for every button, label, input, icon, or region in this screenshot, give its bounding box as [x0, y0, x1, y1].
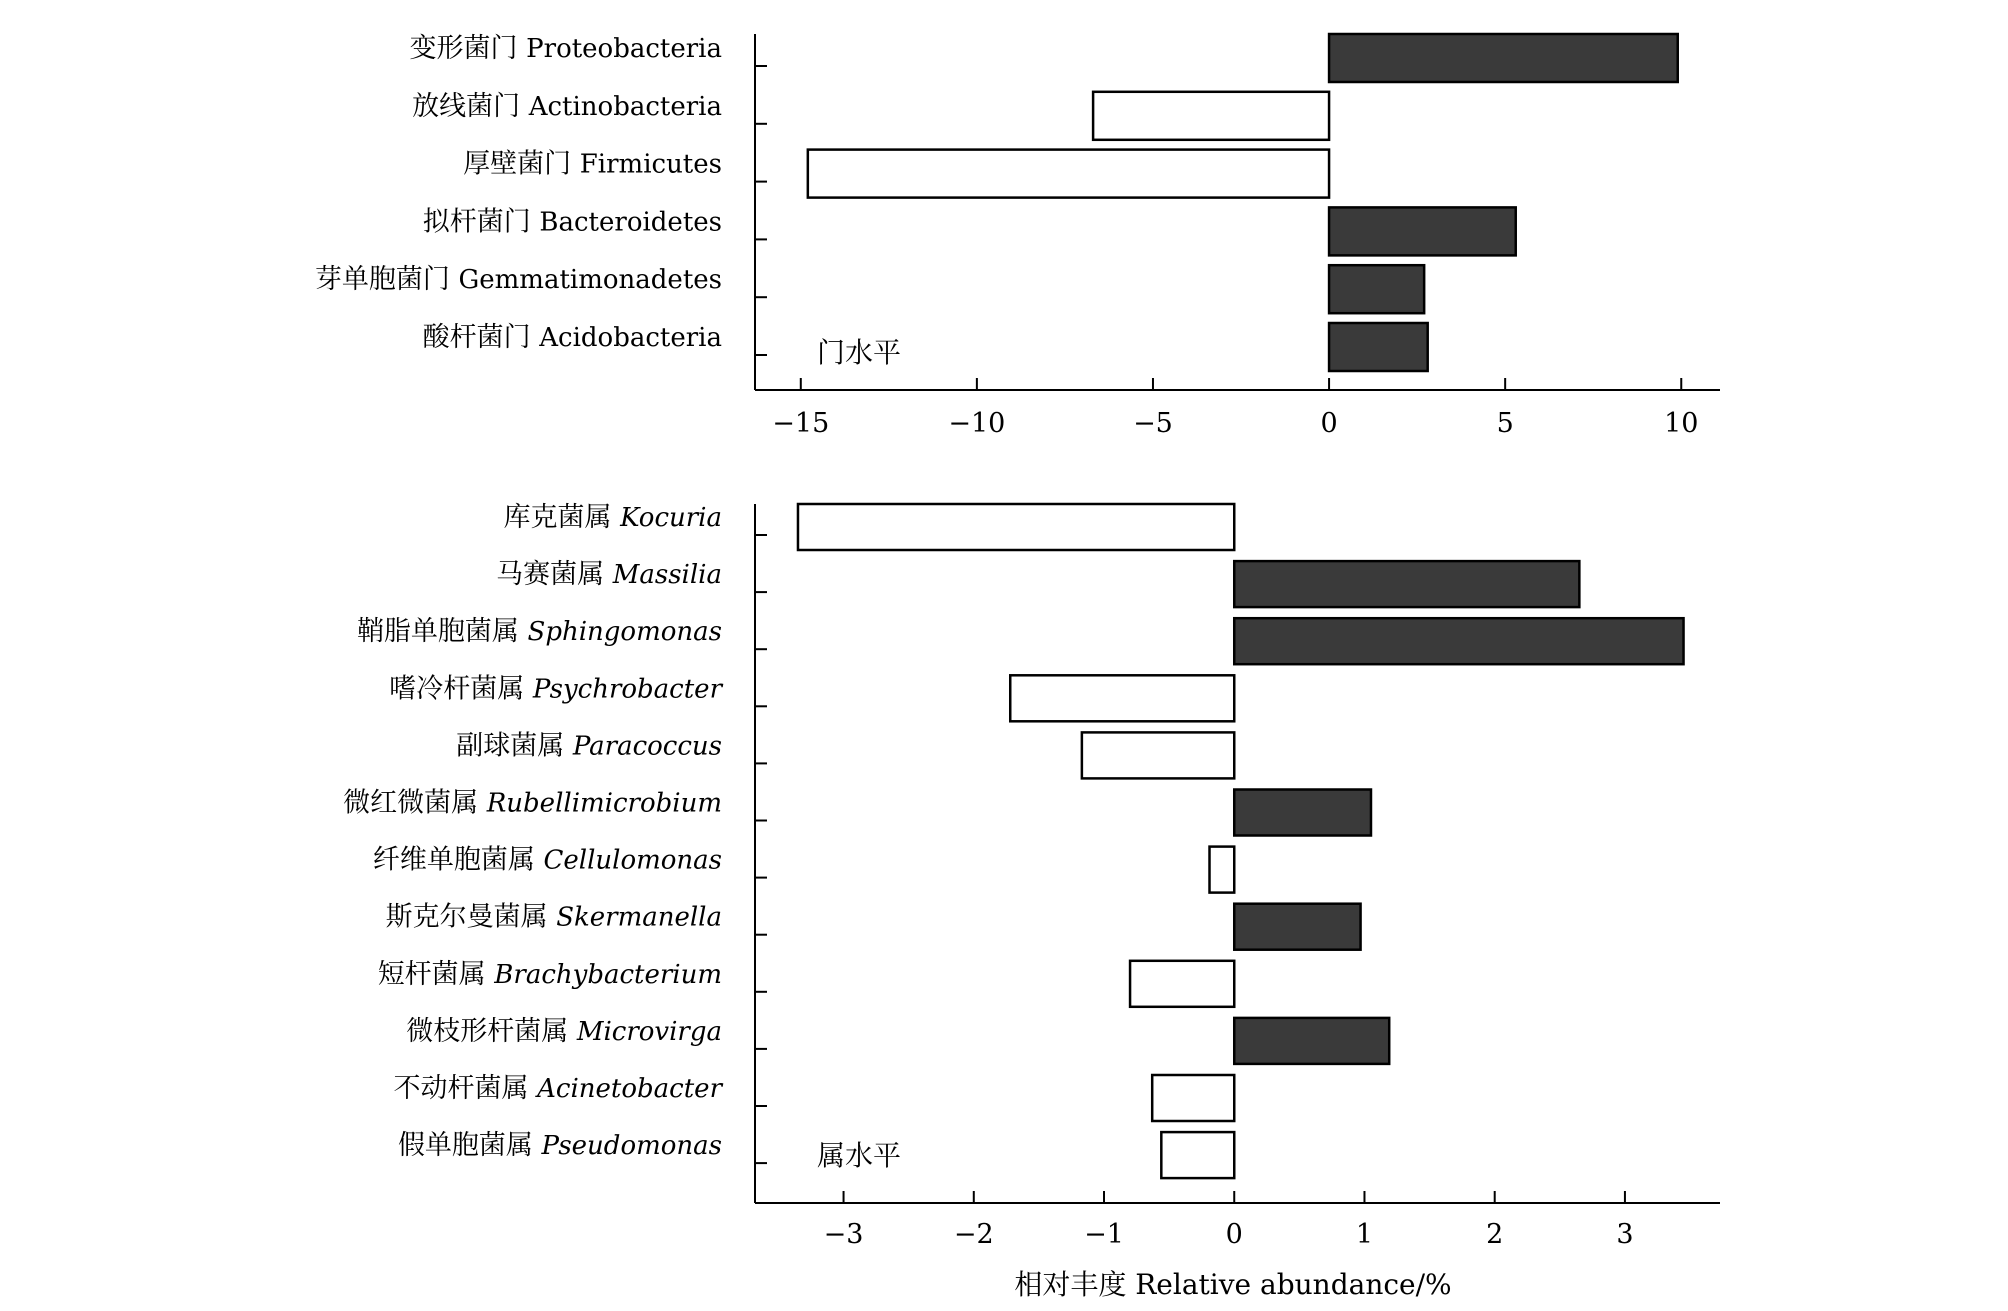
category-chinese-name: 库克菌属: [503, 502, 621, 533]
x-axis-title: 相对丰度 Relative abundance/%: [1014, 1268, 1452, 1301]
bar-positive: [1329, 34, 1678, 82]
category-label: [412, 91, 722, 122]
category-label: [503, 502, 722, 533]
category-label: [463, 149, 722, 180]
x-tick-label: 3: [1616, 1219, 1634, 1250]
x-tick-label: 0: [1320, 408, 1338, 439]
category-chinese-name: 变形菌门: [409, 33, 527, 64]
bars: [798, 504, 1684, 1178]
category-label: [386, 902, 722, 933]
category-chinese-name: 拟杆菌门: [422, 206, 540, 238]
x-tick-label: −5: [1133, 408, 1173, 439]
bar-positive: [1329, 323, 1428, 371]
category-latin-name: Actinobacteria: [528, 91, 722, 122]
category-label: [496, 559, 722, 590]
category-label: [343, 788, 722, 819]
category-label: [315, 264, 722, 295]
category-latin-name: Pseudomonas: [541, 1131, 722, 1162]
bar-negative: [798, 504, 1234, 550]
category-latin-name: Gemmatimonadetes: [458, 265, 722, 296]
x-tick-label: −3: [823, 1219, 864, 1250]
bar-negative: [1130, 961, 1234, 1007]
category-chinese-name: 微枝形杆菌属: [406, 1015, 577, 1047]
y-tick-marks: [755, 535, 767, 1163]
category-latin-name: Acinetobacter: [537, 1074, 722, 1104]
category-latin-name: Psychrobacter: [532, 674, 722, 705]
category-chinese-name: 鞘脂单胞菌属: [356, 616, 528, 648]
x-tick-label: −1: [1084, 1219, 1124, 1250]
category-label: [406, 1016, 722, 1047]
y-tick-marks: [755, 66, 767, 355]
x-tick-label: −15: [772, 408, 830, 439]
bar-positive: [1234, 561, 1579, 607]
category-chinese-name: 斯克尔曼菌属: [385, 901, 557, 933]
bar-negative: [1010, 675, 1234, 721]
x-ticks: [772, 378, 1698, 439]
category-chinese-name: 不动杆菌属: [393, 1073, 538, 1104]
category-label: [389, 673, 723, 704]
category-label: [394, 1073, 724, 1104]
category-latin-name: Acidobacteria: [539, 323, 722, 353]
category-label: [398, 1130, 722, 1161]
bar-negative: [1161, 1132, 1234, 1178]
category-chinese-name: 纤维单胞菌属: [372, 844, 544, 876]
category-latin-name: Bacteroidetes: [539, 207, 722, 238]
category-chinese-name: 嗜冷杆菌属: [389, 673, 533, 705]
category-latin-name: Massilia: [612, 560, 722, 591]
phylum-bar-chart: [315, 33, 1720, 439]
category-chinese-name: 厚壁菌门: [463, 148, 580, 180]
bar-negative: [808, 150, 1329, 198]
category-latin-name: Firmicutes: [579, 149, 722, 180]
bar-negative: [1093, 92, 1329, 140]
category-label: [357, 616, 722, 647]
category-label: [423, 206, 722, 237]
category-label: [423, 322, 722, 353]
x-tick-label: 5: [1496, 408, 1514, 439]
category-latin-name: Microvirga: [576, 1016, 722, 1047]
category-labels: [315, 33, 722, 353]
bar-positive: [1234, 904, 1360, 950]
category-chinese-name: 芽单胞菌门: [314, 264, 459, 296]
x-tick-label: 1: [1355, 1219, 1374, 1250]
category-latin-name: Cellulomonas: [543, 845, 722, 876]
category-latin-name: Proteobacteria: [526, 34, 722, 64]
x-ticks: [824, 1191, 1634, 1250]
bar-positive: [1234, 618, 1683, 664]
category-latin-name: Sphingomonas: [527, 617, 722, 648]
bar-positive: [1234, 1018, 1389, 1064]
category-chinese-name: 假单胞菌属: [397, 1130, 542, 1162]
category-latin-name: Kocuria: [620, 503, 722, 533]
category-label: [410, 33, 722, 64]
genus-bar-chart: [343, 502, 1720, 1301]
panel-level-label: 门水平: [817, 336, 902, 369]
category-chinese-name: 酸杆菌门: [422, 322, 540, 353]
category-latin-name: Skermanella: [556, 902, 722, 933]
category-latin-name: Rubellimicrobium: [486, 788, 722, 819]
x-tick-label: 10: [1664, 408, 1699, 439]
category-chinese-name: 马赛菌属: [496, 559, 613, 591]
category-chinese-name: 副球菌属: [456, 730, 573, 762]
x-tick-label: −10: [948, 408, 1006, 439]
x-tick-label: 0: [1225, 1219, 1243, 1250]
category-label: [456, 730, 722, 761]
x-tick-label: 2: [1486, 1219, 1504, 1250]
category-labels: [343, 502, 723, 1161]
bars: [808, 34, 1678, 371]
category-chinese-name: 微红微菌属: [343, 787, 487, 819]
bar-negative: [1082, 732, 1234, 778]
panel-level-label: 属水平: [817, 1139, 902, 1172]
category-chinese-name: 短杆菌属: [377, 958, 495, 990]
bar-negative: [1152, 1075, 1234, 1121]
bar-positive: [1234, 790, 1371, 836]
bar-positive: [1329, 207, 1516, 255]
category-label: [378, 959, 722, 990]
bar-negative: [1210, 847, 1235, 893]
category-chinese-name: 放线菌门: [412, 90, 529, 122]
category-latin-name: Paracoccus: [572, 731, 722, 762]
category-label: [373, 845, 722, 876]
bar-positive: [1329, 265, 1424, 313]
category-latin-name: Brachybacterium: [494, 959, 722, 990]
x-tick-label: −2: [953, 1219, 994, 1250]
